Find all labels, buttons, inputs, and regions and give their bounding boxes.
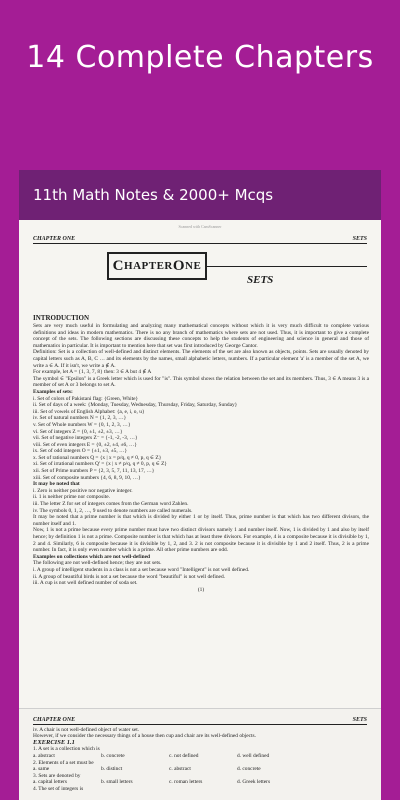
- body-line: ii. A group of beautiful birds is not a set because the word "beautiful" is not well defined.: [33, 573, 225, 580]
- mcq-option: d. well defined: [237, 752, 270, 759]
- scanned-page-2: [19, 708, 381, 800]
- chapter-title-text: HAPTER: [124, 260, 173, 272]
- page2-line: iv. A chair is not well-defined object of water set.: [33, 726, 140, 733]
- chapter-title-text: NE: [185, 260, 202, 272]
- body-line: xiii. Set of composite numbers {4, 6, 8, 9, 10, …}: [33, 474, 141, 481]
- mcq-option: d. Greek letters: [237, 779, 271, 786]
- body-line: i. A group of intelligent students in a class is not a set because word "Intelligent" is not well defined.: [33, 566, 250, 573]
- running-head-right: SETS: [352, 236, 367, 242]
- mcq-question: 4. The set of integers is: [33, 785, 84, 792]
- mcq-question: 1. A set is a collection which is: [33, 746, 100, 753]
- body-line: It may be noted that: [33, 481, 80, 488]
- body-line: Now, 1 is not a prime because every prime number must have two distinct divisors namely 1 and number itself. Now, 1 is divided by 1 and also by itself hence; by definition 1 is not a prime. Composite number is that which has at least three divisors. For example, 4 is a composite because it is divisible by 1, 2 and 4. Similarly, 6 is composite because it is divisible by 1, 2, and 3. 2 is not composite because it is divisible by 1 and 2 itself. Thus, 2 is a prime number. In fact, it is only even number which is a prime. All other prime numbers are odd.: [33, 527, 369, 554]
- body-line: The symbol ∈ "Epsilon" is a Greek letter which is used for "is". This symbol shows the relation between the set and its members. Thus, 3 ∈ A means 3 is a member of set A or 3 belongs to set A.: [33, 375, 369, 389]
- body-line: It may be noted that a prime number is that which is divided by either 1 or by itself. Thus, prime number is that which has two different divisors, the number itself and 1.: [33, 514, 369, 527]
- mcq-options: [33, 753, 367, 760]
- mcq-options: [33, 766, 367, 773]
- chapter-title-box: [107, 252, 207, 280]
- body-line: iii. The letter Z for set of integers comes from the German word Zahlen.: [33, 501, 189, 508]
- mcq-option: c. abstract: [169, 766, 191, 773]
- body-line: xi. Set of irrational numbers Q' = {x | x ≠ p/q, q ≠ 0, p, q ∈ Z}: [33, 461, 167, 468]
- body-line: ix. Set of odd integers O = {±1, ±3, ±5, …}: [33, 448, 128, 455]
- body-line: x. Set of rational numbers Q = {x | x = p/q, q ≠ 0, p, q ∈ Z}: [33, 454, 162, 461]
- running-head-left: CHAPTER ONE: [33, 236, 76, 242]
- mcq-option: a. abstract: [33, 752, 55, 759]
- body-line: v. Set of Whole numbers W = {0, 1, 2, 3, …}: [33, 421, 131, 428]
- mcq-option: a. same: [33, 766, 50, 773]
- page-body-text: [33, 314, 369, 593]
- body-line: INTRODUCTION: [33, 314, 90, 322]
- body-line: iv. Set of natural numbers N = {1, 2, 3, …}: [33, 415, 127, 422]
- body-line: Examples of sets:: [33, 388, 73, 395]
- chapter-rule: [207, 266, 367, 267]
- body-line: iv. The symbols 0, 1, 2, …, 9 used to denote numbers are called numerals.: [33, 507, 193, 514]
- body-line: viii. Set of even integers E = {0, ±2, ±4, ±6, …}: [33, 441, 137, 448]
- page2-running-head: [33, 717, 367, 725]
- body-line: Definition: Set is a collection of well-defined and distinct elements. The elements of the set are also known as objects, points. Sets are usually denoted by capital letters such as A, B, C … and its elements by the names, small alphabetic letters, numbers. If a particular element 'a' is a member of the set A, we write a ∈ A. If it isn't, we write a ∉ A.: [33, 349, 369, 369]
- card-title-bar: [19, 170, 381, 220]
- body-line: iii. Set of vowels of English Alphabet: {a, e, i, o, u}: [33, 408, 145, 415]
- body-line: ii. Set of days of a week: {Monday, Tuesday, Wednesday, Thursday, Friday, Saturday, Sunday}: [33, 402, 238, 409]
- body-line: Examples on collections which are not well-defined: [33, 553, 150, 560]
- page2-running-head-left: CHAPTER ONE: [33, 717, 76, 723]
- body-line: xii. Set of Prime numbers P = {2, 3, 5, 7, 11, 13, 17, …}: [33, 468, 155, 475]
- mcq-option: d. concrete: [237, 766, 261, 773]
- scanner-watermark: Scanned with CamScanner: [178, 224, 222, 229]
- body-line: ii. 1 is neither prime nor composite.: [33, 494, 110, 501]
- body-line: iii. A cup is not well defined number of soda set.: [33, 580, 138, 587]
- chapter-title-cap: O: [172, 257, 186, 274]
- body-line: vii. Set of negative integers Z⁻ = {-1, -2, -3, …}: [33, 435, 138, 442]
- mcq-option: a. capital letters: [33, 779, 67, 786]
- mcq-option: b. concrete: [101, 752, 125, 759]
- page-number: (1): [197, 586, 205, 593]
- mcq-options: [33, 779, 367, 786]
- running-head: [33, 236, 367, 244]
- page2-line: However, if we consider the necessary things of a house then cup and chair are its well-defined objects.: [33, 733, 256, 740]
- exercise-title: EXERCISE 1.1: [33, 738, 75, 746]
- body-line: Sets are very much useful in formulating and analyzing many mathematical concepts without which it is very much difficult to complete various definitions and ideas in modern mathematics. There is no any branch of mathematics where sets are not used. Thus, it is important to give a complete concept of the sets. The following sections are discussing these concepts to help the students of engineering and science in general and those of mathematics in particular. It is important to mention here that set was first introduced by George Cantor.: [33, 323, 369, 349]
- mcq-option: c. not defined: [169, 752, 199, 759]
- promo-headline: 14 Complete Chapters: [26, 40, 374, 75]
- mcq-option: b. distinct: [101, 766, 123, 773]
- mcq-question: 2. Elements of a set must be: [33, 759, 94, 766]
- body-line: vi. Set of integers Z = {0, ±1, ±2, ±3, …}: [33, 428, 123, 435]
- scanned-page-1: [19, 220, 381, 800]
- body-line: i. Set of colors of Pakistani flag: {Green, White}: [33, 395, 139, 402]
- card-title: 11th Math Notes & 2000+ Mcqs: [33, 186, 274, 204]
- sets-title: SETS: [247, 274, 274, 286]
- page2-running-head-right: SETS: [352, 717, 367, 723]
- mcq-option: b. small letters: [101, 779, 133, 786]
- mcq-question: 3. Sets are denoted by: [33, 772, 81, 779]
- chapter-title-cap: C: [112, 257, 125, 274]
- body-line: For example, let A = {1, 3, 7, 8} then: 3 ∈ A but 4 ∉ A: [33, 369, 152, 376]
- body-line: The following are not well-defined hence; they are not sets.: [33, 560, 162, 567]
- preview-card: [19, 170, 381, 800]
- mcq-option: c. roman letters: [169, 779, 203, 786]
- body-line: i. Zero is neither positive nor negative integer.: [33, 487, 133, 494]
